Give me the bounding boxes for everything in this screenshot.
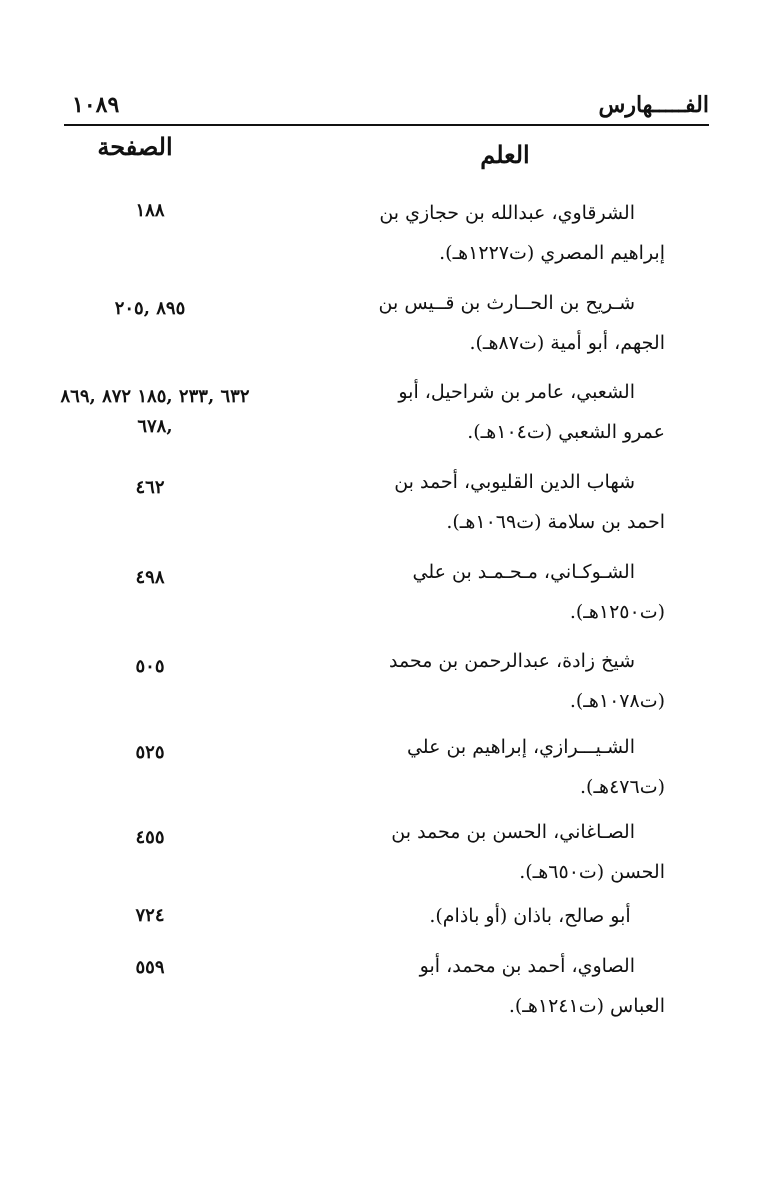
index-entry [60,812,665,892]
entry-name [365,283,665,363]
entry-name [365,641,665,721]
entry-name-line2: الجهم، أبو أمية (ت٨٧هـ). [469,332,665,354]
entry-name-line1: الشـوكـاني، مـحـمـد بن علي [412,561,635,583]
entry-name-line2: (ت١٢٥٠هـ). [569,601,665,623]
entry-name [365,896,665,936]
entry-pages: ٥٢٥ [135,742,165,763]
entry-name-line1: شهاب الدين القليوبي، أحمد بن [394,471,635,493]
entry-pages: ٤٥٥ [135,827,165,848]
index-entry [60,641,665,721]
entry-name-line2: العباس (ت١٢٤١هـ). [508,995,665,1017]
index-entry [60,552,665,632]
entry-name-line1: الصاوي، أحمد بن محمد، أبو [419,955,635,977]
entry-name-line2: (ت١٠٧٨هـ). [569,690,665,712]
entry-name-line1: الصـاغاني، الحسن بن محمد بن [391,821,635,843]
entry-name-line2: (ت٤٧٦هـ). [580,776,665,798]
entry-pages: ٨٩٥ ,٢٠٥ [114,298,186,319]
index-entry [60,283,665,363]
column-header-name: العلم [480,140,530,169]
header-title: الفـــــهارس [598,92,709,118]
index-entry [60,462,665,542]
page-number: ١٠٨٩ [72,92,120,118]
entry-name-line1: أبو صالح، باذان (أو باذام). [429,905,631,927]
entry-pages: ٤٩٨ [135,567,165,588]
index-entry [60,193,665,273]
index-entry [60,946,665,1026]
entry-name [365,727,665,807]
entry-name [365,552,665,632]
entry-pages: ٧٢٤ [135,905,165,926]
entry-name-line1: شـريح بن الحــارث بن قــيس بن [378,292,635,314]
entry-pages: ٥٥٩ [135,957,165,978]
entry-name [365,462,665,542]
entry-name-line2: احمد بن سلامة (ت١٠٦٩هـ). [446,511,665,533]
entry-name-line2: عمرو الشعبي (ت١٠٤هـ). [467,421,665,443]
entry-name-line2: الحسن (ت٦٥٠هـ). [519,861,665,883]
entry-pages: ٥٠٥ [135,656,165,677]
entry-name [365,193,665,273]
entry-name-line1: شيخ زادة، عبدالرحمن بن محمد [388,650,635,672]
index-entry [60,372,665,452]
entry-name [365,812,665,892]
column-header-page: الصفحة [97,132,173,161]
entry-name-line1: الشعبي، عامر بن شراحيل، أبو [398,381,635,403]
entry-name [365,946,665,1026]
entry-name-line1: الشـيـــرازي، إبراهيم بن علي [406,736,635,758]
entry-pages: ١٨٨ [135,200,165,221]
entry-pages: ٦٣٢ ,٢٣٣ ,١٨٥ ٨٧٢ ,٨٦٩ ,٦٧٨ [60,386,250,437]
entry-pages: ٤٦٢ [135,477,165,498]
index-entry [60,896,665,936]
entry-name-line1: الشرقاوي، عبدالله بن حجازي بن [379,202,635,224]
entry-name-line2: إبراهيم المصري (ت١٢٢٧هـ). [439,242,665,264]
entry-name [365,372,665,452]
index-entry [60,727,665,807]
